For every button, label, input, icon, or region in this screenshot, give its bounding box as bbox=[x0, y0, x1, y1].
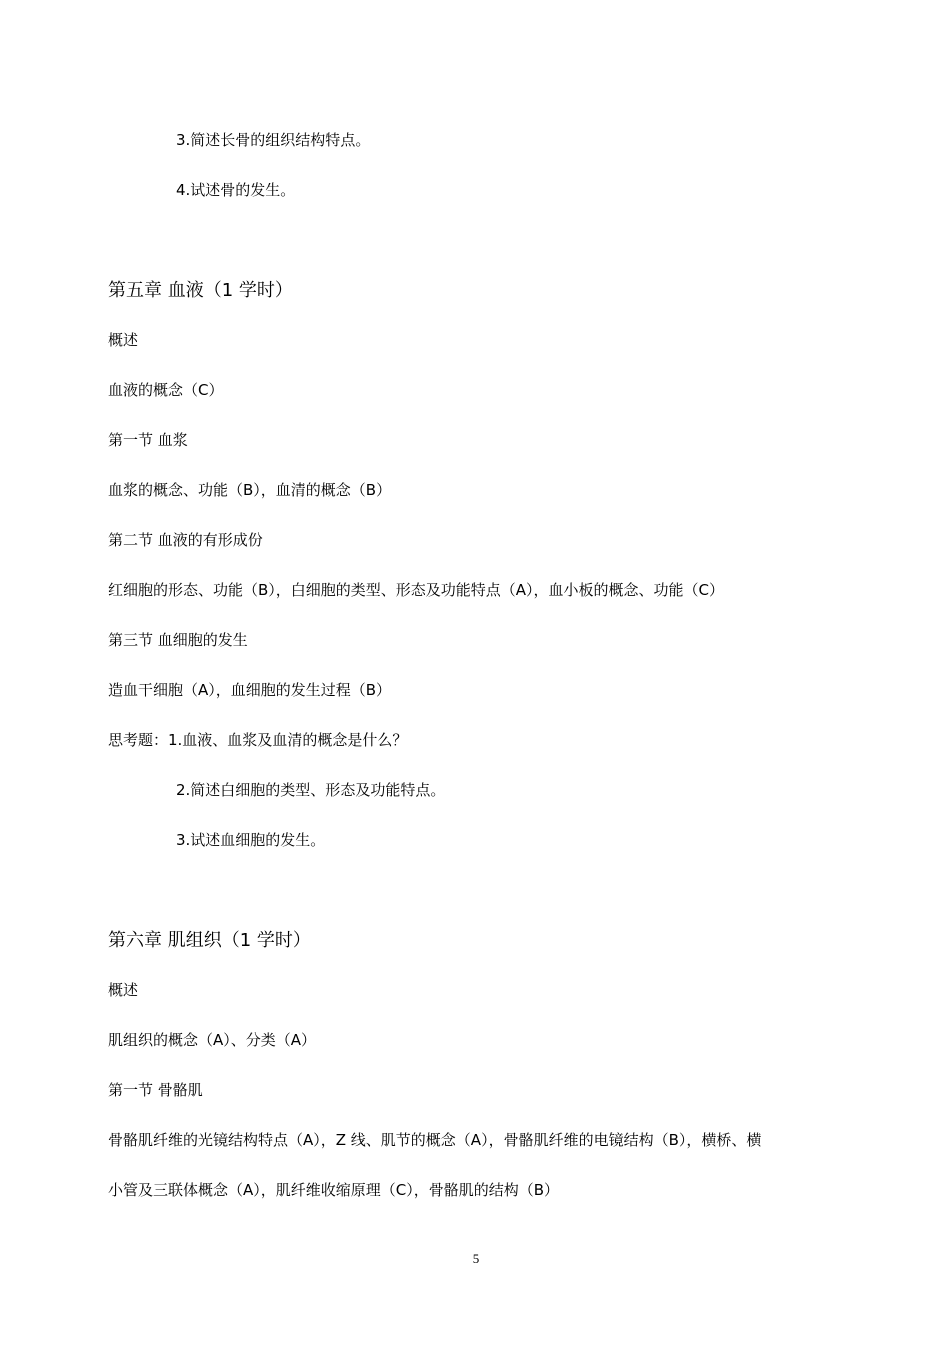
blood-concept: 血液的概念（C） bbox=[108, 381, 224, 399]
section-3-heading: 第三节 血细胞的发生 bbox=[108, 631, 248, 649]
page-number: 5 bbox=[472, 1251, 480, 1266]
muscle-concept: 肌组织的概念（A）、分类（A） bbox=[108, 1031, 317, 1049]
overview-heading-2: 概述 bbox=[108, 981, 139, 999]
section-2-heading: 第二节 血液的有形成份 bbox=[108, 531, 263, 549]
section-1-heading: 第一节 血浆 bbox=[108, 431, 188, 449]
skeletal-content-line-2: 小管及三联体概念（A），肌纤维收缩原理（C），骨骼肌的结构（B） bbox=[108, 1181, 560, 1199]
chapter-5-heading: 第五章 血液（1 学时） bbox=[108, 280, 293, 301]
formed-elements-content: 红细胞的形态、功能（B），白细胞的类型、形态及功能特点（A），血小板的概念、功能（C） bbox=[108, 581, 725, 599]
questions-heading: 思考题：1.血液、血浆及血清的概念是什么？ bbox=[108, 731, 408, 749]
hematopoiesis-content: 造血干细胞（A），血细胞的发生过程（B） bbox=[108, 681, 392, 699]
question-3-bone: 3.简述长骨的组织结构特点。 bbox=[176, 131, 371, 149]
question-4-bone: 4.试述骨的发生。 bbox=[176, 181, 296, 199]
section-skeletal-heading: 第一节 骨骼肌 bbox=[108, 1081, 203, 1099]
overview-heading: 概述 bbox=[108, 331, 139, 349]
skeletal-content-line-1: 骨骼肌纤维的光镜结构特点（A），Z 线、肌节的概念（A），骨骼肌纤维的电镜结构（B），横桥、横 bbox=[108, 1131, 762, 1149]
question-2-blood: 2.简述白细胞的类型、形态及功能特点。 bbox=[176, 781, 446, 799]
chapter-6-heading: 第六章 肌组织（1 学时） bbox=[108, 930, 311, 951]
question-3-blood: 3.试述血细胞的发生。 bbox=[176, 831, 326, 849]
plasma-content: 血浆的概念、功能（B），血清的概念（B） bbox=[108, 481, 392, 499]
